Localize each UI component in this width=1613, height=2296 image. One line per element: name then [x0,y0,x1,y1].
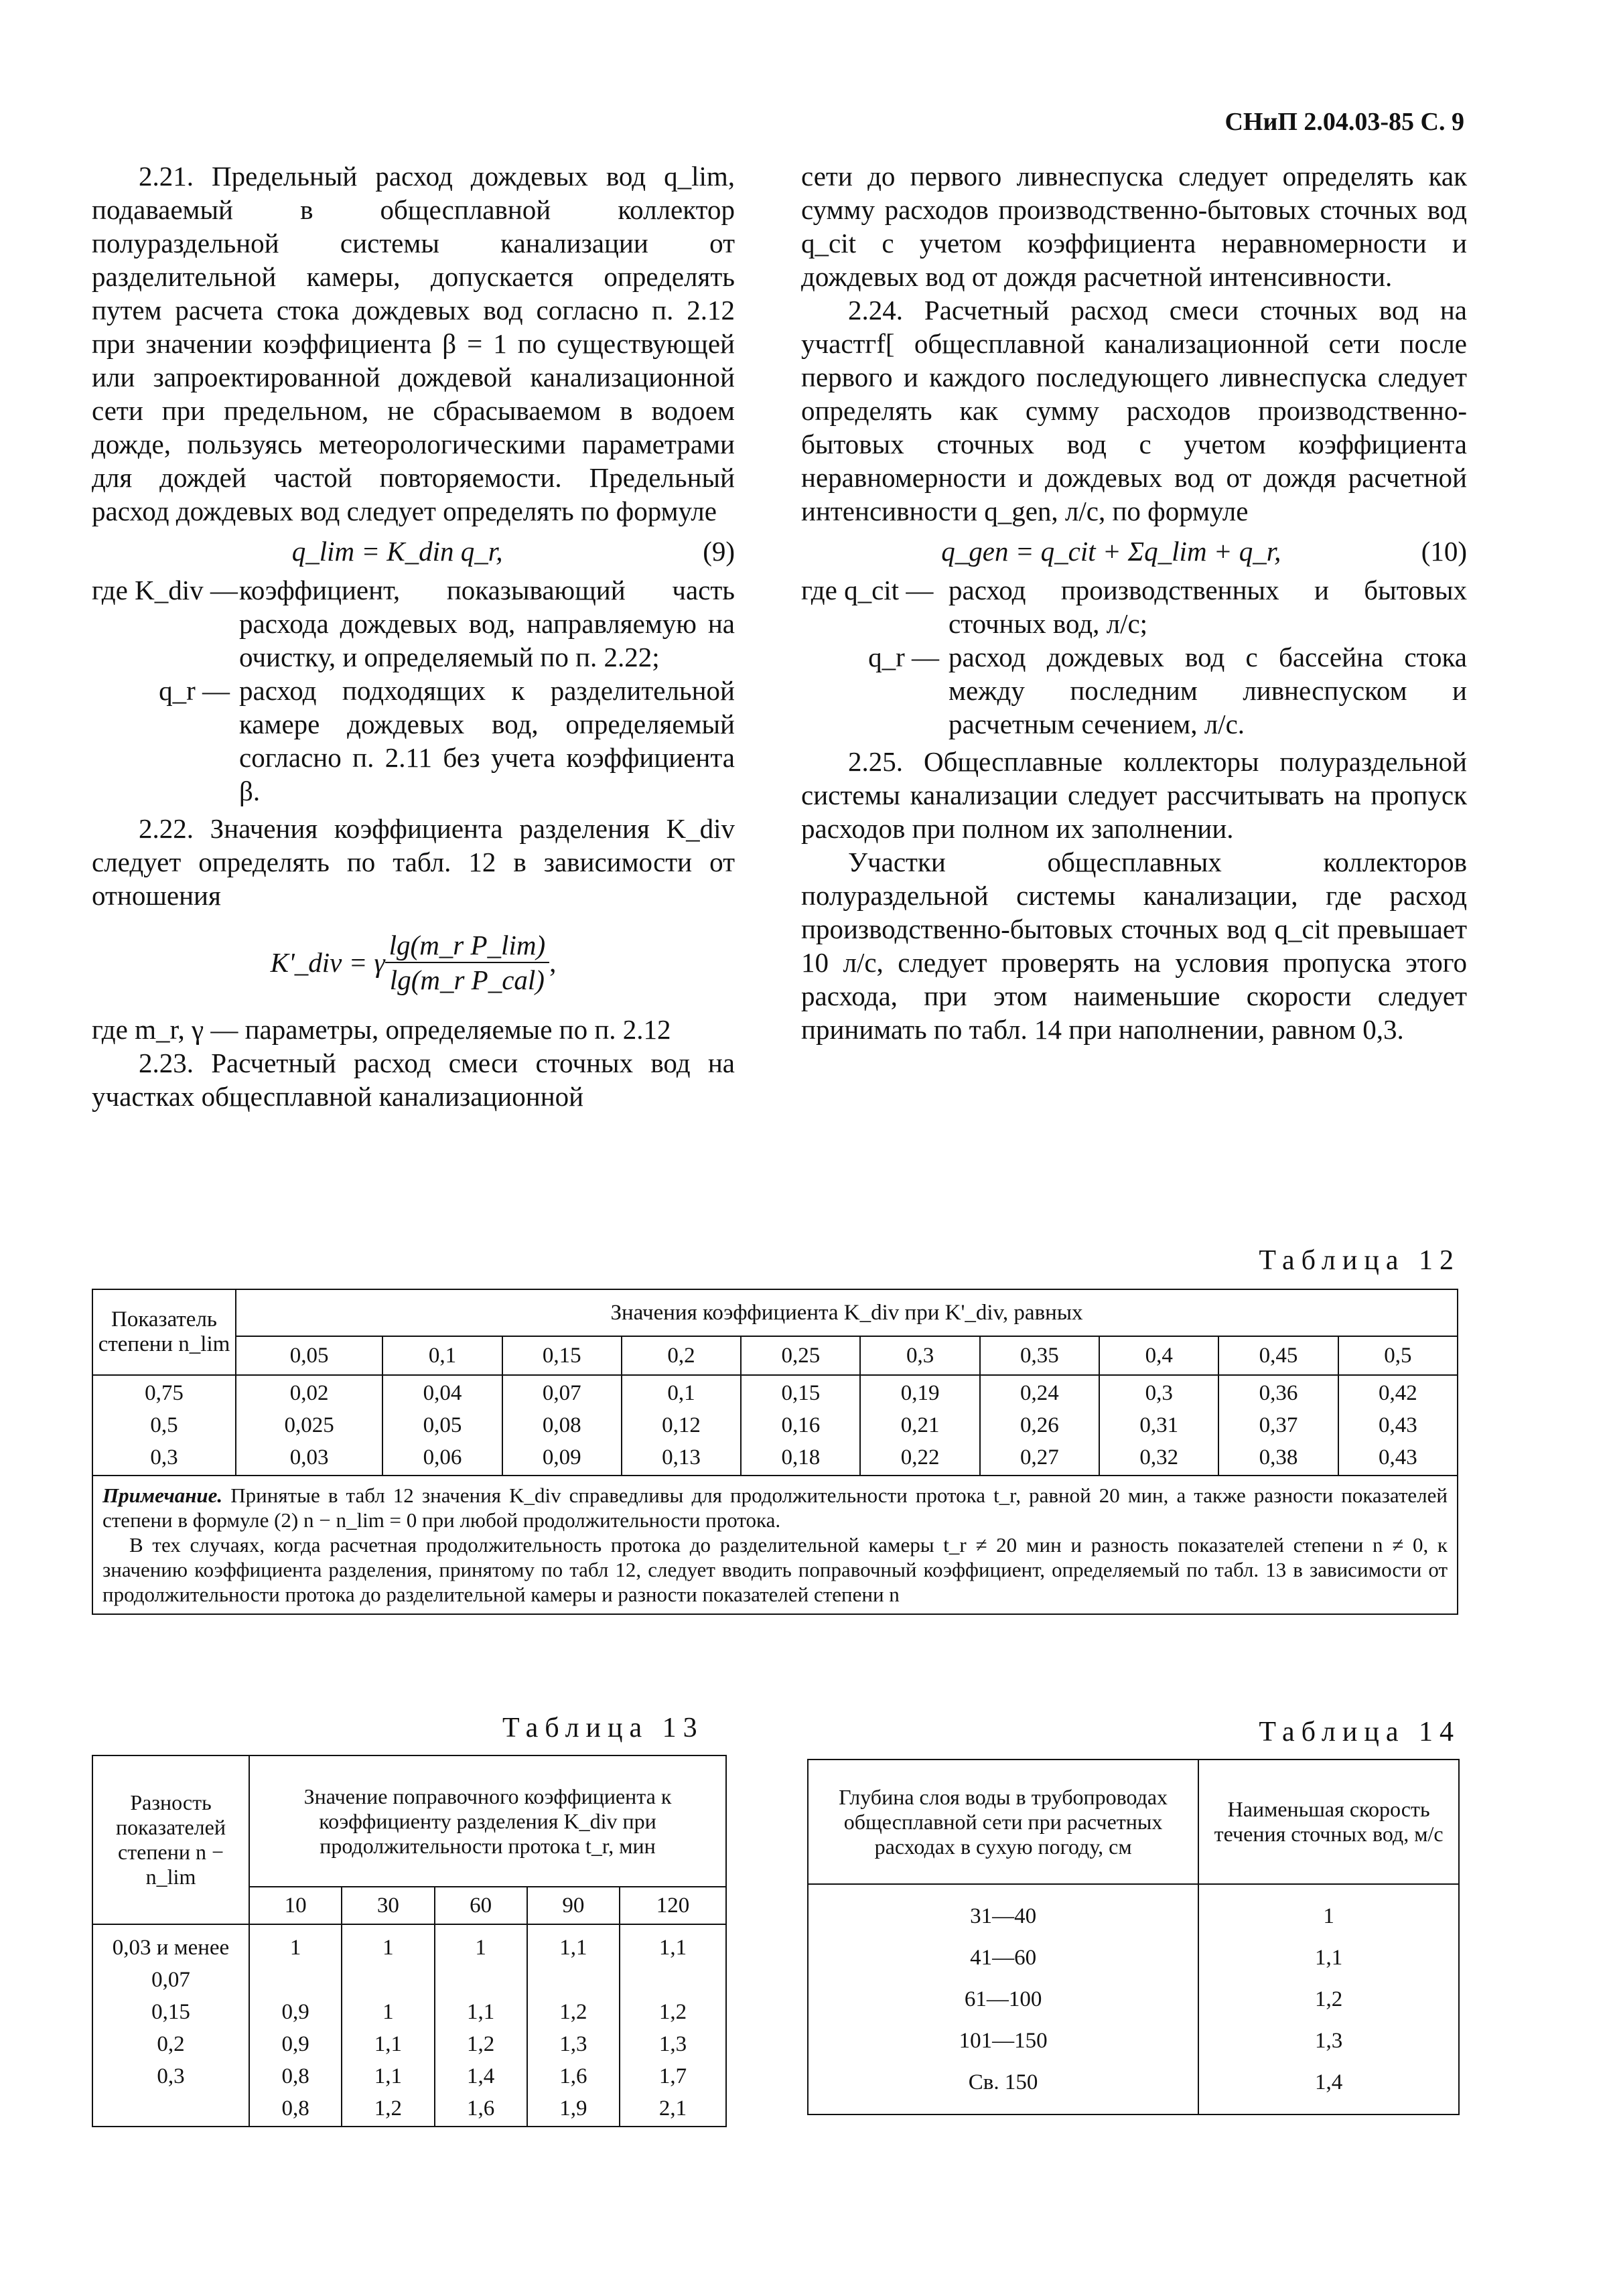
table-12 [92,1289,1458,1615]
table-cell: 0,15 0,16 0,18 [741,1375,860,1476]
definition-row [92,573,735,674]
formula-10-number: (10) [1421,536,1467,567]
formula-ratio-lhs: K'_div = γ [270,947,385,978]
table-header-cell: Наименьшая скорость течения сточных вод, м/с [1198,1760,1459,1884]
formula-ratio [92,928,735,997]
table-header-row [92,1336,1458,1375]
table-header-cell: 30 [342,1887,434,1924]
table-header-row [92,1289,1458,1336]
formula-denominator: lg(m_r P_cal) [389,964,545,995]
table-14-caption: Таблица 14 [1259,1717,1460,1747]
page-header: СНиП 2.04.03-85 С. 9 [1224,108,1464,136]
table-header-cell: 0,2 [622,1336,741,1375]
formula-numerator: lg(m_r P_lim) [385,928,549,963]
table-header-cell: 90 [527,1887,620,1924]
right-column [801,159,1467,1046]
table-row [808,1884,1459,2114]
definition-term: где q_cit — [801,575,934,605]
formula-9-definitions [92,573,735,808]
table-header-cell: 0,25 [741,1336,860,1375]
table-row [92,1375,1458,1476]
note-label: Примечание. [102,1484,223,1507]
section-2-25: 2.25. Общесплавные коллекторы полураздельной системы канализации следует рассчитывать на пропуск расходов при полном их заполнении. [801,746,1467,844]
note-text: Принятые в табл 12 значения K_div справедливы для продолжительности протока t_r, равной 20 мин, а также разности показателей степени в формуле (2) n − n_lim = 0 при любой продолжительности протока. [102,1484,1448,1532]
table-header-span: Значение поправочного коэффициента к коэффициенту разделения K_div при продолжительности протока t_r, мин [249,1755,726,1887]
definition-text: расход дождевых вод с бассейна стока между последним ливнеспуском и расчетным сечением, л/с. [949,642,1467,739]
table-12-caption: Таблица 12 [1259,1245,1460,1276]
table-cell: 0,42 0,43 0,43 [1338,1375,1458,1476]
note-text: В тех случаях, когда расчетная продолжительность протока до разделительной камеры t_r ≠ 20 мин и разность показателей степени n ≠ 0, к значению коэффициента разделения, принятому по табл 12, следует вводить поправочный коэффициент, определяемый по табл. 13 в зависимости от продолжительности протока до разделительной камеры и разности показателей степени n [102,1533,1448,1606]
section-2-22: 2.22. Значения коэффициента разделения K_div следует определять по табл. 12 в зависимости от отношения [92,813,735,911]
table-cell: 1,1 1,2 1,3 1,7 2,1 [620,1924,726,2127]
table-cell: 1,1 1,2 1,3 1,6 1,9 [527,1924,620,2127]
table-cell: 1 1,1 1,2 1,3 1,4 [1198,1884,1459,2114]
table-cell: 0,24 0,26 0,27 [980,1375,1099,1476]
table-cell: 0,3 0,31 0,32 [1099,1375,1218,1476]
table-14 [807,1759,1460,2115]
formula-ratio-params: где m_r, γ — параметры, определяемые по п. 2.12 [92,1014,671,1045]
table-header-cell: 120 [620,1887,726,1924]
formula-9 [92,534,735,568]
table-header-row [92,1755,726,1887]
table-cell: 1 0,9 0,9 0,8 0,8 [249,1924,342,2127]
table-row [92,1924,726,2127]
definition-text: расход производственных и бытовых сточных вод, л/с; [949,575,1467,639]
definition-term: q_r — [159,675,230,706]
formula-ratio-tail: , [549,947,557,978]
table-13-caption: Таблица 13 [502,1713,704,1743]
table-12-note [92,1476,1458,1614]
formula-9-number: (9) [703,536,735,567]
formula-10 [801,534,1467,568]
table-header-cell: Показатель степени n_lim [92,1289,236,1375]
formula-10-expression: q_gen = q_cit + Σq_lim + q_r, [941,536,1281,567]
left-column [92,159,735,1113]
table-header-cell: 60 [435,1887,527,1924]
definition-term: q_r — [868,642,939,672]
table-cell: 0,75 0,5 0,3 [92,1375,236,1476]
table-cell: 0,36 0,37 0,38 [1218,1375,1338,1476]
formula-9-expression: q_lim = K_din q_r, [291,536,503,567]
definition-text: расход подходящих к разделительной камере дождевых вод, определяемый согласно п. 2.11 без учета коэффициента β. [239,675,735,806]
table-header-cell: 10 [249,1887,342,1924]
table-header-row [808,1760,1459,1884]
table-header-cell: 0,1 [382,1336,502,1375]
definition-row [92,674,735,808]
table-cell: 0,03 и менее 0,07 0,15 0,2 0,3 [92,1924,249,2127]
table-header-cell: 0,5 [1338,1336,1458,1375]
section-2-25-second: Участки общесплавных коллекторов полураздельной системы канализации, где расход производственно-бытовых сточных вод q_cit превышает 10 л/с, следует проверять на условия пропуска этого расхода, при этом наименьшие скорости следует принимать по табл. 14 при наполнении, равном 0,3. [801,847,1467,1045]
table-header-span: Значения коэффициента K_div при K'_div, равных [236,1289,1458,1336]
definition-row [801,573,1467,640]
section-2-24: 2.24. Расчетный расход смеси сточных вод на участгf[ общесплавной канализационной сети после первого и каждого последующего ливнеспуска следует определять как сумму расходов производственно-бытовых сточных вод с учетом коэффициента неравномерности и дождевых вод от дождя расчетной интенсивности q_gen, л/с, по формуле [801,295,1467,526]
table-cell: 0,07 0,08 0,09 [502,1375,622,1476]
table-13 [92,1755,727,2127]
definition-term: где K_div — [92,575,238,605]
section-2-23-continued: сети до первого ливнеспуска следует определять как сумму расходов производственно-бытовых сточных вод q_cit с учетом коэффициента неравномерности и дождевых вод от дождя расчетной интенсивности. [801,161,1467,292]
table-header-cell: 0,3 [860,1336,979,1375]
table-header-cell: Разность показателей степени n − n_lim [92,1755,249,1924]
definition-row [801,640,1467,741]
table-cell: 31—40 41—60 61—100 101—150 Св. 150 [808,1884,1198,2114]
table-cell: 0,02 0,025 0,03 [236,1375,382,1476]
section-2-21: 2.21. Предельный расход дождевых вод q_lim, подаваемый в общесплавной коллектор полураздельной системы канализации от разделительной камеры, допускается определять путем расчета стока дождевых вод согласно п. 2.12 при значении коэффициента β = 1 по существующей или запроектированной дождевой канализационной сети при предельном, не сбрасываемом в водоем дожде, пользуясь метеорологическими параметрами для дождей частой повторяемости. Предельный расход дождевых вод следует определять по формуле [92,161,735,526]
table-header-cell: Глубина слоя воды в трубопроводах общесплавной сети при расчетных расходах в сухую погоду, см [808,1760,1198,1884]
formula-10-definitions [801,573,1467,741]
definition-text: коэффициент, показывающий часть расхода дождевых вод, направляемую на очистку, и определяемый по п. 2.22; [239,575,735,672]
table-cell: 0,19 0,21 0,22 [860,1375,979,1476]
table-header-cell: 0,15 [502,1336,622,1375]
table-cell: 1 1 1,1 1,1 1,2 [342,1924,434,2127]
formula-ratio-fraction [385,928,549,997]
table-header-cell: 0,4 [1099,1336,1218,1375]
table-note-row [92,1476,1458,1614]
table-cell: 0,04 0,05 0,06 [382,1375,502,1476]
table-header-cell: 0,05 [236,1336,382,1375]
table-header-cell: 0,45 [1218,1336,1338,1375]
table-cell: 0,1 0,12 0,13 [622,1375,741,1476]
table-cell: 1 1,1 1,2 1,4 1,6 [435,1924,527,2127]
table-header-cell: 0,35 [980,1336,1099,1375]
section-2-23: 2.23. Расчетный расход смеси сточных вод на участках общесплавной канализационной [92,1048,735,1112]
